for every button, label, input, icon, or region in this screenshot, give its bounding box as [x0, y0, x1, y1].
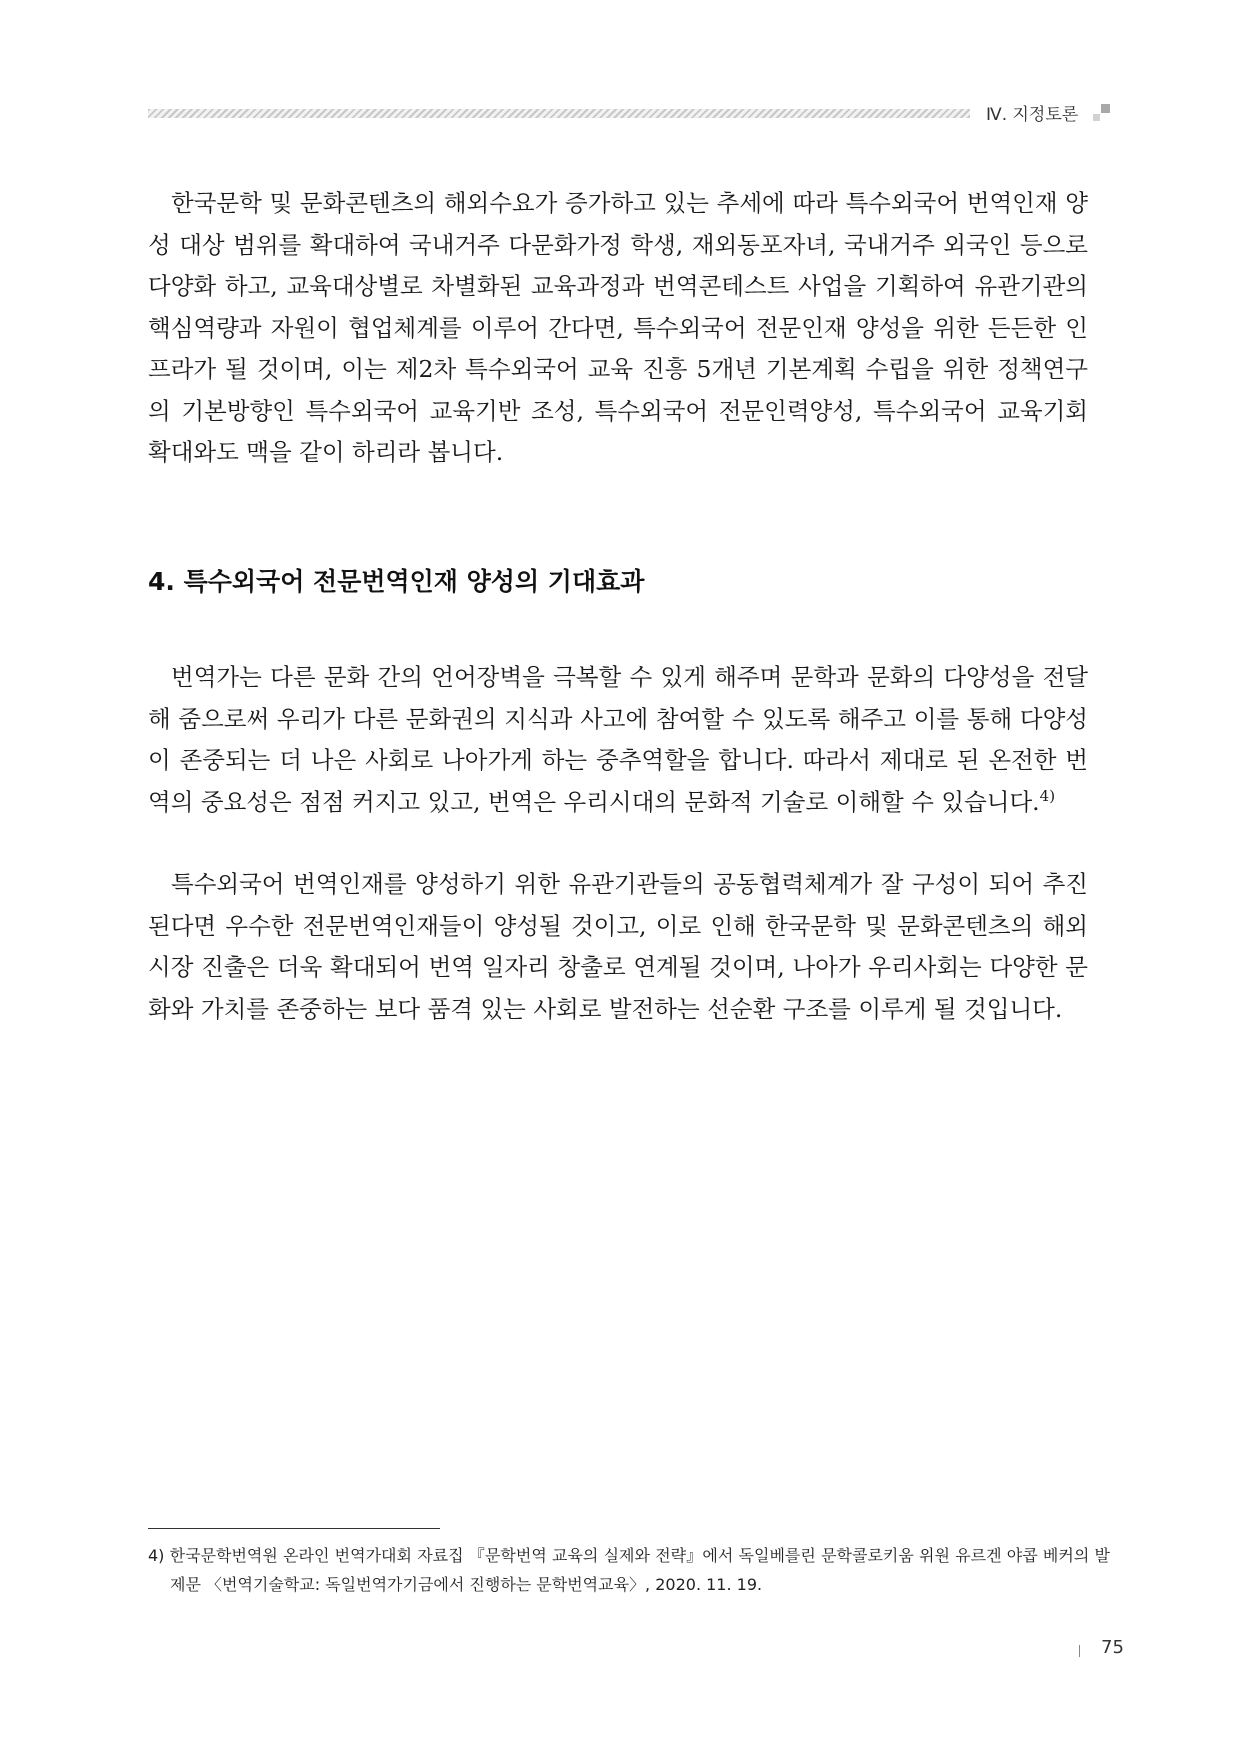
body-paragraph-2	[148, 657, 1088, 823]
body-paragraph-3: 특수외국어 번역인재를 양성하기 위한 유관기관들의 공동협력체계가 잘 구성이 되어 추진된다면 우수한 전문번역인재들이 양성될 것이고, 이로 인해 한국문학 및 문화콘텐츠의 해외시장 진출은 더욱 확대되어 번역 일자리 창출로 연계될 것이며, 나아가 우리사회는 다양한 문화와 가치를 존중하는 보다 품격 있는 사회로 발전하는 선순환 구조를 이루게 될 것입니다.	[148, 870, 1088, 1023]
section-heading: 4. 특수외국어 전문번역인재 양성의 기대효과	[148, 567, 645, 596]
footnote-divider	[148, 1528, 440, 1529]
page-number: 75	[1101, 1637, 1124, 1658]
footnote: 4) 한국문학번역원 온라인 번역가대회 자료집 『문학번역 교육의 실제와 전략』에서 독일베를린 문학콜로키움 위원 유르겐 야콥 베커의 발제문 〈번역기술학교: 독일번역가기금에서 진행하는 문학번역교육〉, 2020. 11. 19.	[148, 1546, 1110, 1594]
header-squares-icon	[1093, 104, 1111, 122]
running-header-section: Ⅳ. 지정토론	[986, 105, 1079, 125]
body-paragraph-1: 한국문학 및 문화콘텐츠의 해외수요가 증가하고 있는 추세에 따라 특수외국어 번역인재 양성 대상 범위를 확대하여 국내거주 다문화가정 학생, 재외동포자녀, 국내거주 외국인 등으로 다양화 하고, 교육대상별로 차별화된 교육과정과 번역콘테스트 사업을 기획하여 유관기관의 핵심역량과 자원이 협업체계를 이루어 간다면, 특수외국어 전문인재 양성을 위한 든든한 인프라가 될 것이며, 이는 제2차 특수외국어 교육 진흥 5개년 기본계획 수립을 위한 정책연구의 기본방향인 특수외국어 교육기반 조성, 특수외국어 전문인력양성, 특수외국어 교육기회 확대와도 맥을 같이 하리라 봅니다.	[148, 189, 1088, 466]
page-number-separator	[1079, 1645, 1080, 1657]
header-decorative-bar	[148, 109, 970, 118]
body-paragraph-2-text: 번역가는 다른 문화 간의 언어장벽을 극복할 수 있게 해주며 문학과 문화의 다양성을 전달해 줌으로써 우리가 다른 문화권의 지식과 사고에 참여할 수 있도록 해주고 이를 통해 다양성이 존중되는 더 나은 사회로 나아가게 하는 중추역할을 합니다. 따라서 제대로 된 온전한 번역의 중요성은 점점 커지고 있고, 번역은 우리시대의 문화적 기술로 이해할 수 있습니다.	[148, 663, 1088, 816]
footnote-reference[interactable]: 4)	[1039, 786, 1056, 805]
